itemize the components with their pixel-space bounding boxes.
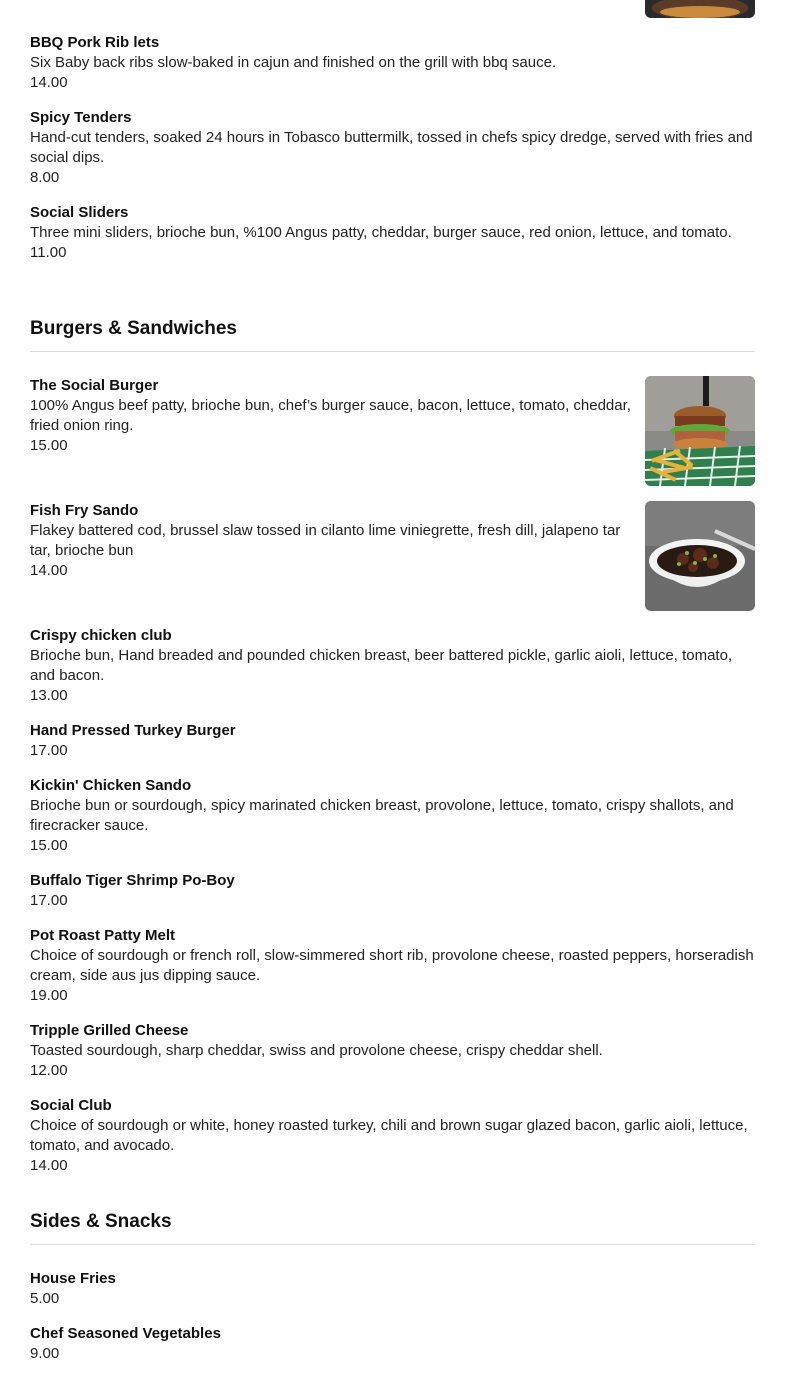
item-name: Chef Seasoned Vegetables bbox=[30, 1325, 221, 1342]
menu-item-shrimp-po-boy[interactable] bbox=[30, 871, 755, 911]
menu-item-pot-roast-patty-melt[interactable] bbox=[30, 926, 755, 1006]
food-photo-cropped[interactable] bbox=[645, 0, 755, 18]
item-price: 15.00 bbox=[30, 837, 68, 854]
item-name: Fish Fry Sando bbox=[30, 502, 139, 519]
item-name: Social Sliders bbox=[30, 204, 129, 221]
item-price: 19.00 bbox=[30, 987, 68, 1004]
item-price: 14.00 bbox=[30, 1157, 68, 1174]
menu-item-social-club[interactable] bbox=[30, 1096, 755, 1176]
item-name: Hand Pressed Turkey Burger bbox=[30, 722, 236, 739]
item-price: 11.00 bbox=[30, 244, 67, 261]
bowl-photo[interactable] bbox=[645, 501, 755, 611]
item-name: House Fries bbox=[30, 1270, 116, 1287]
item-price: 17.00 bbox=[30, 892, 68, 909]
menu-item-social-sliders[interactable] bbox=[30, 203, 755, 263]
item-description: Brioche bun, Hand breaded and pounded chicken breast, beer battered pickle, garlic aioli, lettuce, tomato, and bacon. bbox=[30, 647, 733, 684]
section-divider bbox=[30, 351, 755, 352]
item-name: Crispy chicken club bbox=[30, 627, 172, 644]
item-price: 14.00 bbox=[30, 562, 68, 579]
item-description: Hand-cut tenders, soaked 24 hours in Tobasco buttermilk, tossed in chefs spicy dredge, served with fries and social dips. bbox=[30, 129, 753, 166]
item-name: Spicy Tenders bbox=[30, 109, 132, 126]
item-price: 14.00 bbox=[30, 74, 68, 91]
item-text bbox=[30, 501, 635, 581]
item-name: Social Club bbox=[30, 1097, 112, 1114]
item-description: Flakey battered cod, brussel slaw tossed in cilanto lime viniegrette, fresh dill, jalapeno tar tar, brioche bun bbox=[30, 522, 621, 559]
item-description: Choice of sourdough or french roll, slow-simmered short rib, provolone cheese, roasted peppers, horseradish cream, side aus jus dipping sauce. bbox=[30, 947, 754, 984]
item-price: 15.00 bbox=[30, 437, 68, 454]
menu-item-bbq-pork-riblets[interactable] bbox=[30, 33, 755, 93]
section-title-burgers: Burgers & Sandwiches bbox=[30, 318, 237, 339]
item-price: 9.00 bbox=[30, 1345, 60, 1362]
menu-item-turkey-burger[interactable] bbox=[30, 721, 755, 761]
item-price: 13.00 bbox=[30, 687, 68, 704]
menu-item-social-burger[interactable] bbox=[30, 376, 755, 456]
burger-photo[interactable] bbox=[645, 376, 755, 486]
item-name: Buffalo Tiger Shrimp Po-Boy bbox=[30, 872, 235, 889]
item-price: 12.00 bbox=[30, 1062, 68, 1079]
item-price: 5.00 bbox=[30, 1290, 60, 1307]
item-name: BBQ Pork Rib lets bbox=[30, 34, 160, 51]
item-description: Choice of sourdough or white, honey roasted turkey, chili and brown sugar glazed bacon, garlic aioli, lettuce, tomato, and avocado. bbox=[30, 1117, 748, 1154]
item-description: Toasted sourdough, sharp cheddar, swiss and provolone cheese, crispy cheddar shell. bbox=[30, 1042, 603, 1059]
item-description: 100% Angus beef patty, brioche bun, chef’s burger sauce, bacon, lettuce, tomato, cheddar, fried onion ring. bbox=[30, 397, 631, 434]
item-text bbox=[30, 376, 635, 456]
item-name: Kickin' Chicken Sando bbox=[30, 777, 192, 794]
menu-item-fish-fry-sando[interactable] bbox=[30, 501, 755, 581]
item-description: Brioche bun or sourdough, spicy marinated chicken breast, provolone, lettuce, tomato, crispy shallots, and firecracker sauce. bbox=[30, 797, 734, 834]
menu-item-house-fries[interactable] bbox=[30, 1269, 755, 1309]
item-name: Tripple Grilled Cheese bbox=[30, 1022, 189, 1039]
menu-item-seasoned-vegetables[interactable] bbox=[30, 1324, 755, 1364]
item-description: Three mini sliders, brioche bun, %100 Angus patty, cheddar, burger sauce, red onion, lettuce, and tomato. bbox=[30, 224, 732, 241]
menu-item-kickin-chicken-sando[interactable] bbox=[30, 776, 755, 856]
menu-item-spicy-tenders[interactable] bbox=[30, 108, 755, 188]
item-name: Pot Roast Patty Melt bbox=[30, 927, 176, 944]
menu-item-tripple-grilled-cheese[interactable] bbox=[30, 1021, 755, 1081]
section-divider bbox=[30, 1244, 755, 1245]
item-description: Six Baby back ribs slow-baked in cajun and finished on the grill with bbq sauce. bbox=[30, 54, 557, 71]
menu-item-crispy-chicken-club[interactable] bbox=[30, 626, 755, 706]
item-price: 17.00 bbox=[30, 742, 68, 759]
section-title-sides: Sides & Snacks bbox=[30, 1211, 172, 1232]
item-name: The Social Burger bbox=[30, 377, 159, 394]
item-price: 8.00 bbox=[30, 169, 60, 186]
